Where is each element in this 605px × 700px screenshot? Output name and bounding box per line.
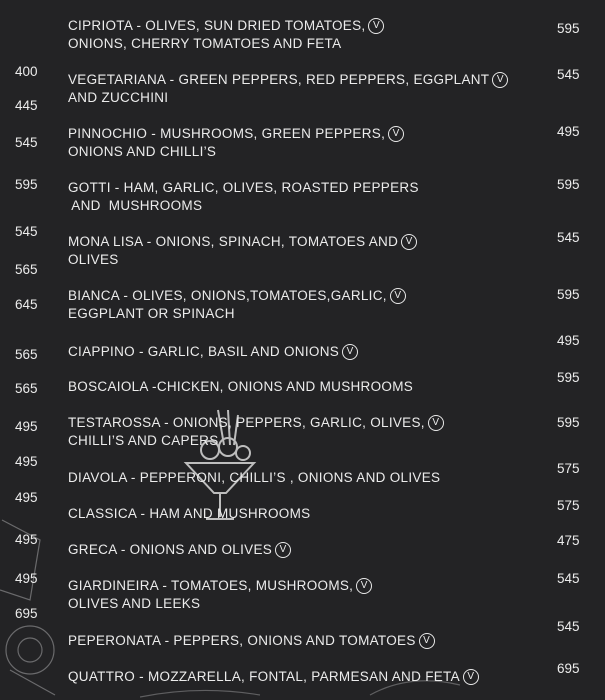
menu-item-peperonata — [68, 632, 538, 650]
vegetarian-icon: V — [388, 126, 404, 142]
item-description-line1: GRECA - ONIONS AND OLIVES V — [68, 541, 538, 559]
left-price: 565 — [15, 262, 38, 277]
right-price: 545 — [557, 619, 580, 634]
vegetarian-icon: V — [463, 669, 479, 685]
vegetarian-icon: V — [401, 234, 417, 250]
item-description-line1: VEGETARIANA - GREEN PEPPERS, RED PEPPERS, EGGPLANT V — [68, 71, 538, 89]
item-description-line1: PEPERONATA - PEPPERS, ONIONS AND TOMATOES V — [68, 632, 538, 650]
left-price: 400 — [15, 64, 38, 79]
left-price: 545 — [15, 224, 38, 239]
left-price: 495 — [15, 532, 38, 547]
vegetarian-icon: V — [368, 18, 384, 34]
item-description-line2: CHILLI’S AND CAPERS — [68, 433, 219, 448]
menu-item-testarossa — [68, 414, 538, 450]
vegetarian-icon: V — [356, 578, 372, 594]
left-price: 545 — [15, 135, 38, 150]
right-price: 695 — [557, 661, 580, 676]
item-description-line1: MONA LISA - ONIONS, SPINACH, TOMATOES AND V — [68, 233, 538, 251]
left-price: 495 — [15, 490, 38, 505]
left-price: 495 — [15, 419, 38, 434]
right-price: 475 — [557, 533, 580, 548]
menu-item-mona-lisa — [68, 233, 538, 269]
item-description-line1: GIARDINEIRA - TOMATOES, MUSHROOMS, V — [68, 577, 538, 595]
menu-item-diavola — [68, 469, 538, 487]
left-price: 565 — [15, 381, 38, 396]
vegetarian-icon: V — [390, 288, 406, 304]
left-price: 695 — [15, 606, 38, 621]
menu-item-gotti — [68, 179, 538, 215]
item-description-line1: CIPRIOTA - OLIVES, SUN DRIED TOMATOES, V — [68, 17, 538, 35]
right-price: 545 — [557, 230, 580, 245]
item-description-line2: AND MUSHROOMS — [68, 198, 203, 213]
item-description-line1: TESTAROSSA - ONIONS, PEPPERS, GARLIC, OLIVES, V — [68, 414, 538, 432]
menu-item-cipriota — [68, 17, 538, 53]
item-description-line1: CLASSICA - HAM AND MUSHROOMS — [68, 506, 311, 521]
menu-item-bianca — [68, 287, 538, 323]
item-description-line2: OLIVES — [68, 252, 119, 267]
left-price: 645 — [15, 297, 38, 312]
right-price: 575 — [557, 461, 580, 476]
item-description-line1: BIANCA - OLIVES, ONIONS,TOMATOES,GARLIC, V — [68, 287, 538, 305]
right-price: 595 — [557, 370, 580, 385]
menu-item-classica — [68, 505, 538, 523]
item-description-line2: AND ZUCCHINI — [68, 90, 169, 105]
menu-item-boscaiola — [68, 378, 538, 396]
item-description-line2: OLIVES AND LEEKS — [68, 596, 201, 611]
sketch-left-decoration — [0, 480, 70, 700]
right-price: 595 — [557, 287, 580, 302]
menu-item-pinnochio — [68, 125, 538, 161]
right-price: 495 — [557, 333, 580, 348]
menu-item-vegetariana — [68, 71, 538, 107]
right-price: 575 — [557, 498, 580, 513]
vegetarian-icon: V — [428, 415, 444, 431]
left-price: 495 — [15, 571, 38, 586]
item-description-line1: DIAVOLA - PEPPERONI, CHILLI’S , ONIONS AND OLIVES — [68, 470, 441, 485]
right-price: 595 — [557, 21, 580, 36]
item-description-line1: BOSCAIOLA -CHICKEN, ONIONS AND MUSHROOMS — [68, 379, 414, 394]
item-description-line1: CIAPPINO - GARLIC, BASIL AND ONIONS V — [68, 343, 538, 361]
menu-item-giardineira — [68, 577, 538, 613]
item-description-line1: QUATTRO - MOZZARELLA, FONTAL, PARMESAN AND FETA V — [68, 668, 538, 686]
menu-item-greca — [68, 541, 538, 559]
right-price: 595 — [557, 415, 580, 430]
left-price: 445 — [15, 98, 38, 113]
menu-item-quattro — [68, 668, 538, 686]
right-price: 545 — [557, 67, 580, 82]
right-price: 595 — [557, 177, 580, 192]
item-description-line2: EGGPLANT OR SPINACH — [68, 306, 235, 321]
item-description-line1: GOTTI - HAM, GARLIC, OLIVES, ROASTED PEPPERS — [68, 180, 419, 195]
left-price: 595 — [15, 177, 38, 192]
item-description-line2: ONIONS, CHERRY TOMATOES AND FETA — [68, 36, 342, 51]
menu-item-ciappino — [68, 343, 538, 361]
vegetarian-icon: V — [492, 72, 508, 88]
vegetarian-icon: V — [342, 344, 358, 360]
vegetarian-icon: V — [419, 633, 435, 649]
vegetarian-icon: V — [275, 542, 291, 558]
left-price: 565 — [15, 347, 38, 362]
item-description-line1: PINNOCHIO - MUSHROOMS, GREEN PEPPERS, V — [68, 125, 538, 143]
right-price: 545 — [557, 571, 580, 586]
right-price: 495 — [557, 124, 580, 139]
left-price: 495 — [15, 454, 38, 469]
item-description-line2: ONIONS AND CHILLI’S — [68, 144, 217, 159]
